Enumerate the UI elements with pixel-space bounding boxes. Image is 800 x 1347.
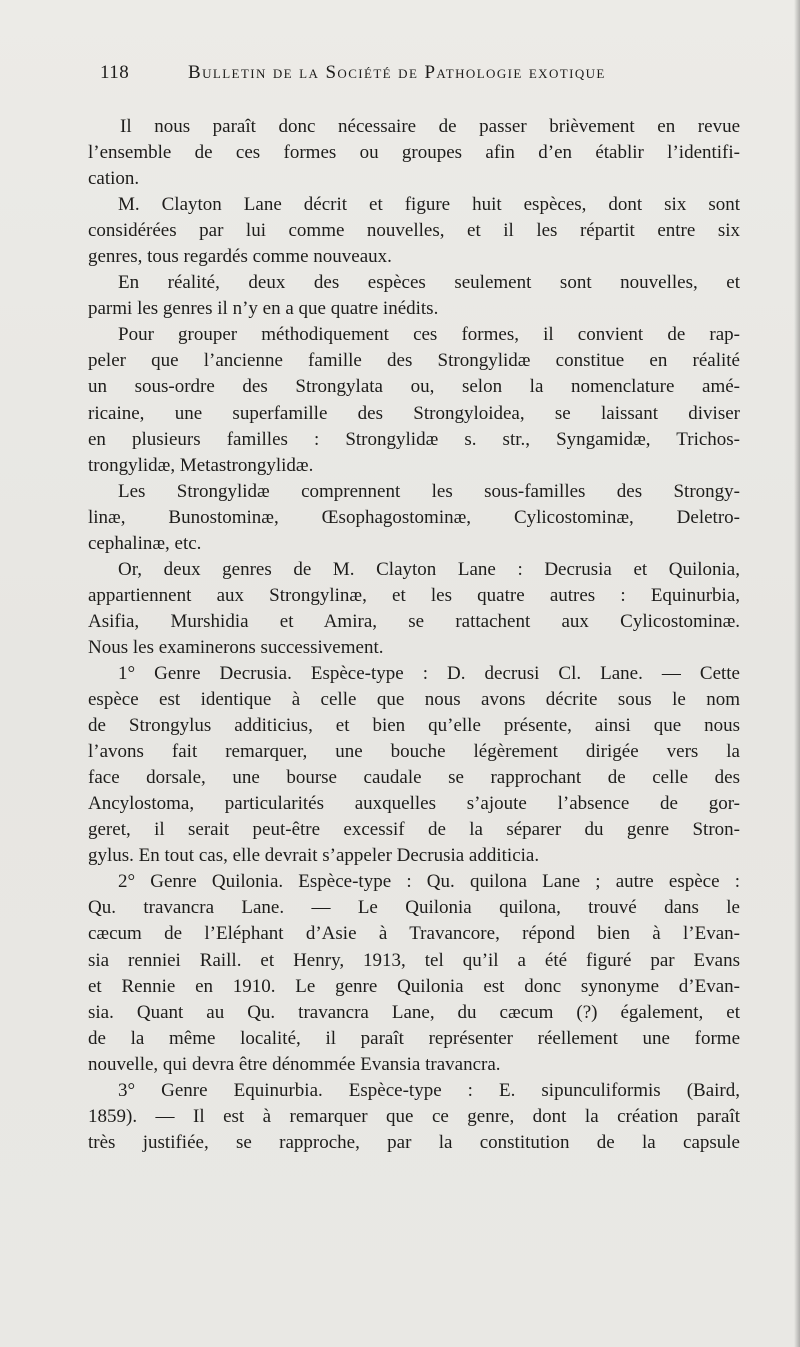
page-number: 118 xyxy=(100,62,130,83)
text-line: parmi les genres il n’y en a que quatre inédits. xyxy=(88,298,439,320)
text-line: trongylidæ, Metastrongylidæ. xyxy=(88,454,314,476)
running-head xyxy=(100,62,700,90)
text-line: espèce est identique à celle que nous avons décrite sous le nom xyxy=(88,689,740,711)
text-line: ricaine, une superfamille des Strongyloidea, se laissant diviser xyxy=(88,402,740,424)
text-line: En réalité, deux des espèces seulement sont nouvelles, et xyxy=(118,272,740,294)
text-line: de la même localité, il paraît représenter réellement une forme xyxy=(88,1027,740,1049)
text-line: sia. Quant au Qu. travancra Lane, du cæcum (?) également, et xyxy=(88,1001,740,1023)
text-line: Asifia, Murshidia et Amira, se rattachent aux Cylicostominæ. xyxy=(88,610,740,632)
text-line: très justifiée, se rapproche, par la constitution de la capsule xyxy=(88,1131,740,1153)
text-line: nouvelle, qui devra être dénommée Evansia travancra. xyxy=(88,1053,501,1075)
text-line: Qu. travancra Lane. — Le Quilonia quilona, trouvé dans le xyxy=(88,897,740,919)
text-line: M. Clayton Lane décrit et figure huit espèces, dont six sont xyxy=(118,194,740,216)
text-line: 2° Genre Quilonia. Espèce-type : Qu. quilona Lane ; autre espèce : xyxy=(118,871,740,893)
text-line: geret, il serait peut-être excessif de la séparer du genre Stron- xyxy=(88,819,740,841)
text-line: un sous-ordre des Strongylata ou, selon la nomenclature amé- xyxy=(88,376,740,398)
journal-title: Bulletin de la Société de Pathologie exotique xyxy=(188,62,606,83)
text-line: peler que l’ancienne famille des Strongylidæ constitue en réalité xyxy=(88,350,740,372)
page-edge-shadow xyxy=(794,0,800,1347)
body-text xyxy=(88,114,740,1156)
text-line: Il nous paraît donc nécessaire de passer brièvement en revue xyxy=(120,116,740,137)
text-line: Or, deux genres de M. Clayton Lane : Decrusia et Quilonia, xyxy=(118,558,740,580)
text-line: genres, tous regardés comme nouveaux. xyxy=(88,246,392,268)
text-line: Nous les examinerons successivement. xyxy=(88,636,384,658)
text-line: de Strongylus additicius, et bien qu’elle présente, ainsi que nous xyxy=(88,715,740,737)
text-line: cephalinæ, etc. xyxy=(88,532,202,554)
text-line: Ancylostoma, particularités auxquelles s’ajoute l’absence de gor- xyxy=(88,793,740,815)
text-line: Les Strongylidæ comprennent les sous-familles des Strongy- xyxy=(118,480,740,502)
text-line: face dorsale, une bourse caudale se rapprochant de celle des xyxy=(88,767,740,789)
text-line: cæcum de l’Eléphant d’Asie à Travancore, répond bien à l’Evan- xyxy=(88,923,740,945)
text-line: cation. xyxy=(88,168,140,190)
text-line: gylus. En tout cas, elle devrait s’appeler Decrusia additicia. xyxy=(88,845,540,867)
text-line: 1° Genre Decrusia. Espèce-type : D. decrusi Cl. Lane. — Cette xyxy=(118,662,740,684)
text-line: et Rennie en 1910. Le genre Quilonia est donc synonyme d’Evan- xyxy=(88,975,740,997)
text-line: l’avons fait remarquer, une bouche légèrement dirigée vers la xyxy=(88,741,740,763)
text-line: 1859). — Il est à remarquer que ce genre, dont la création paraît xyxy=(88,1105,740,1127)
text-line: appartiennent aux Strongylinæ, et les quatre autres : Equinurbia, xyxy=(88,584,740,606)
text-line: sia renniei Raill. et Henry, 1913, tel qu’il a été figuré par Evans xyxy=(88,949,740,971)
text-line: 3° Genre Equinurbia. Espèce-type : E. sipunculiformis (Baird, xyxy=(118,1079,740,1101)
text-line: considérées par lui comme nouvelles, et il les répartit entre six xyxy=(88,220,740,242)
text-line: l’ensemble de ces formes ou groupes afin d’en établir l’identifi- xyxy=(88,142,740,164)
text-line: linæ, Bunostominæ, Œsophagostominæ, Cylicostominæ, Deletro- xyxy=(88,506,740,528)
text-line: en plusieurs familles : Strongylidæ s. str., Syngamidæ, Trichos- xyxy=(88,428,740,450)
text-line: Pour grouper méthodiquement ces formes, il convient de rap- xyxy=(118,324,740,346)
